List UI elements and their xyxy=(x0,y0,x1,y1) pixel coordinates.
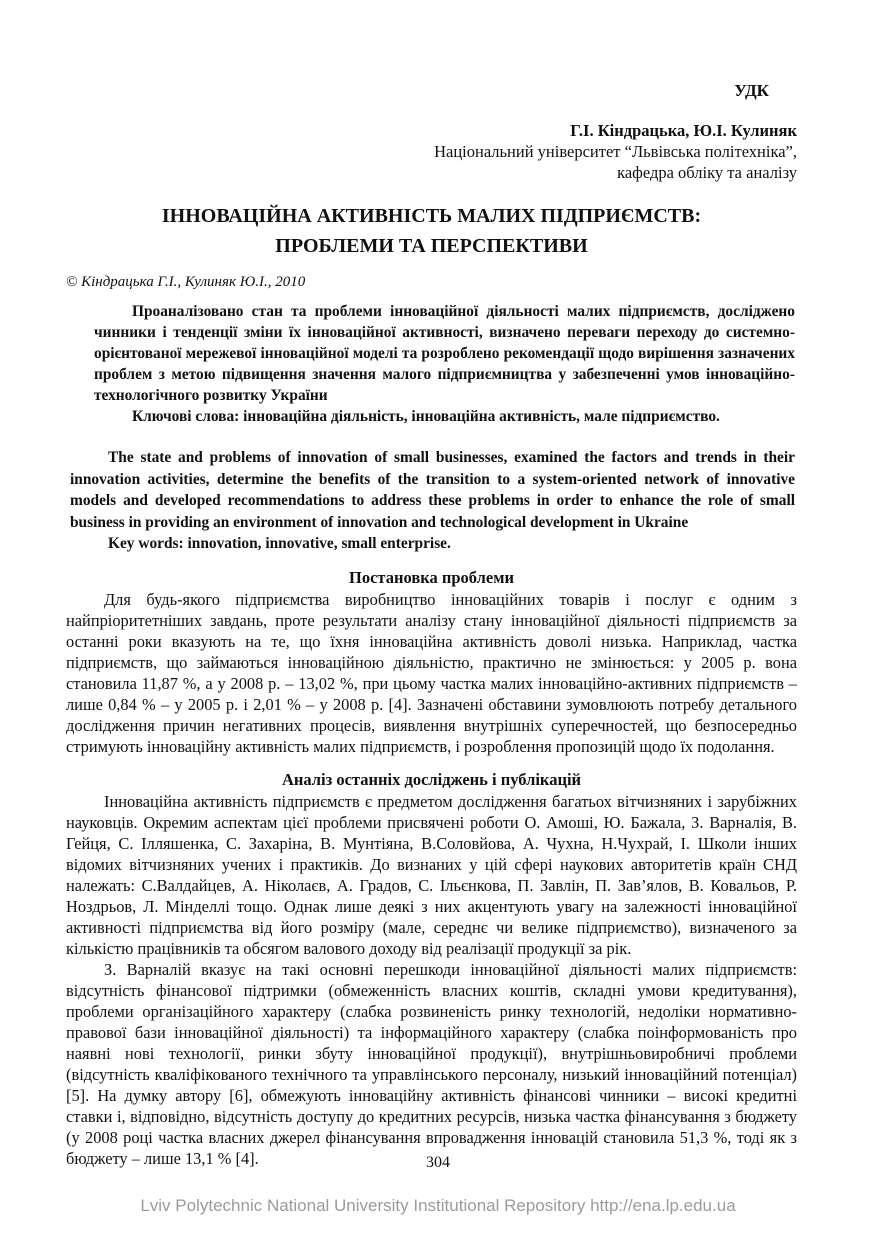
article-title-line-2: ПРОБЛЕМИ ТА ПЕРСПЕКТИВИ xyxy=(275,235,588,257)
body-paragraph: Інноваційна активність підприємств є предметом дослідження багатьох вітчизняних і зарубіжних науковців. Окремим аспектам цієї проблеми присвячені роботи О. Амоші, Ю. Бажала, З. Варналія, В. Гейця, С. Ілляшенка, С. Захаріна, В. Мунтіяна, В.Соловйова, А. Чухна, Н.Чухрай, І. Школи інших відомих вітчизняних учених і практиків. До визнаних у цій сфері наукових авторитетів країн СНД належать: С.Валдайцев, А. Ніколаєв, А. Градов, С. Ільєнкова, П. Завлін, П. Зав’ялов, В. Ковальов, Р. Ноздрьов, Л. Мінделлі тощо. Однак лише деякі з них акцентують увагу на залежності інноваційної активності підприємства від його розміру (мале, середнє чи велике підприємство), визначеного за кількістю працівників та обсягом валового доходу від реалізації продукції за рік. xyxy=(66,791,797,958)
body-paragraph: З. Варналій вказує на такі основні перешкоди інноваційної діяльності малих підприємств: відсутність фінансової підтримки (обмеженність власних коштів, складні умови кредитування), проблеми організаційного характеру (слабка розвиненість ринку технологій, недоліки нормативно-правової бази інноваційної діяльності) та інформаційного характеру (слабка поінформованість про наявні нові технології, ринки збуту інноваційної продукції), внутрішньовиробничі проблеми (відсутність кваліфікованого технічного та управлінського персоналу, низький інноваційний потенціал) [5]. На думку автору [6], обмежують інноваційну активність фінансові чинники – високі кредитні ставки і, відповідно, відсутність доступу до кредитних ресурсів, низька частка фінансування з бюджету (у 2008 році частка власних джерел фінансування впровадження інновацій становила 51,3 %, тоді як з бюджету – лише 13,1 % [4]. xyxy=(66,959,797,1168)
page-number: 304 xyxy=(426,1154,450,1171)
abstract-ukrainian-text: Проаналізовано стан та проблеми інноваційної діяльності малих підприємств, досліджено чинники і тенденції зміни їх інноваційної активності, визначено переваги переходу до системно-орієнтованої мережевої інноваційної моделі та розроблено рекомендації щодо вирішення зазначених проблем з метою підвищення значення малого підприємництва у забезпеченні умов інноваційно-технологічного розвитку України xyxy=(94,303,795,404)
affiliation-line-1: Національний університет “Львівська політехніка”, xyxy=(434,142,797,161)
abstract-english xyxy=(70,447,795,555)
affiliation-line-2: кафедра обліку та аналізу xyxy=(617,163,797,182)
article-title-line-1: ІННОВАЦІЙНА АКТИВНІСТЬ МАЛИХ ПІДПРИЄМСТВ: xyxy=(161,205,702,227)
section-heading-problem-statement: Постановка проблеми xyxy=(349,567,514,587)
abstract-ukrainian xyxy=(94,301,795,427)
repository-footer: Lviv Polytechnic National University Institutional Repository http://ena.lp.edu.ua xyxy=(140,1196,736,1215)
abstract-english-text: The state and problems of innovation of small businesses, examined the factors and trends in their innovation activities, determine the benefits of the transition to a system-oriented network of innovative models and developed recommendations to address these problems in order to enhance the role of small business in providing an environment of innovation and technological development in Ukraine xyxy=(70,449,795,531)
authors: Г.І. Кіндрацька, Ю.І. Кулиняк xyxy=(570,121,797,140)
body-paragraph: Для будь-якого підприємства виробництво інноваційних товарів і послуг є одним з найпріоритетніших завдань, проте результати аналізу стану інноваційної діяльності підприємств за останні роки вказують на те, що їхня інноваційна активність доволі низька. Наприклад, частка підприємств, що займаються інноваційною діяльністю, практично не змінюється: у 2005 р. вона становила 11,87 %, а у 2008 р. – 13,02 %, при цьому частка малих інноваційно-активних підприємств – лише 0,84 % – у 2005 р. і 2,01 % – у 2008 р. [4]. Зазначені обставини зумовлюють потребу детального дослідження причин негативних процесів, виявлення внутрішніх суперечностей, що безпосередньо стримують інноваційну активність малих підприємств, і розроблення пропозицій щодо їх подолання. xyxy=(66,589,797,756)
byline-block xyxy=(66,120,797,183)
udc-label: УДК xyxy=(734,81,769,100)
keywords-english: Key words: innovation, innovative, small enterprise. xyxy=(108,535,451,552)
keywords-ukrainian: Ключові слова: інноваційна діяльність, інноваційна активність, мале підприємство. xyxy=(132,408,720,425)
article-title xyxy=(66,201,797,261)
section-heading-literature-review: Аналіз останніх досліджень і публікацій xyxy=(281,769,582,789)
copyright-line: © Кіндрацька Г.І., Кулиняк Ю.І., 2010 xyxy=(66,274,306,290)
